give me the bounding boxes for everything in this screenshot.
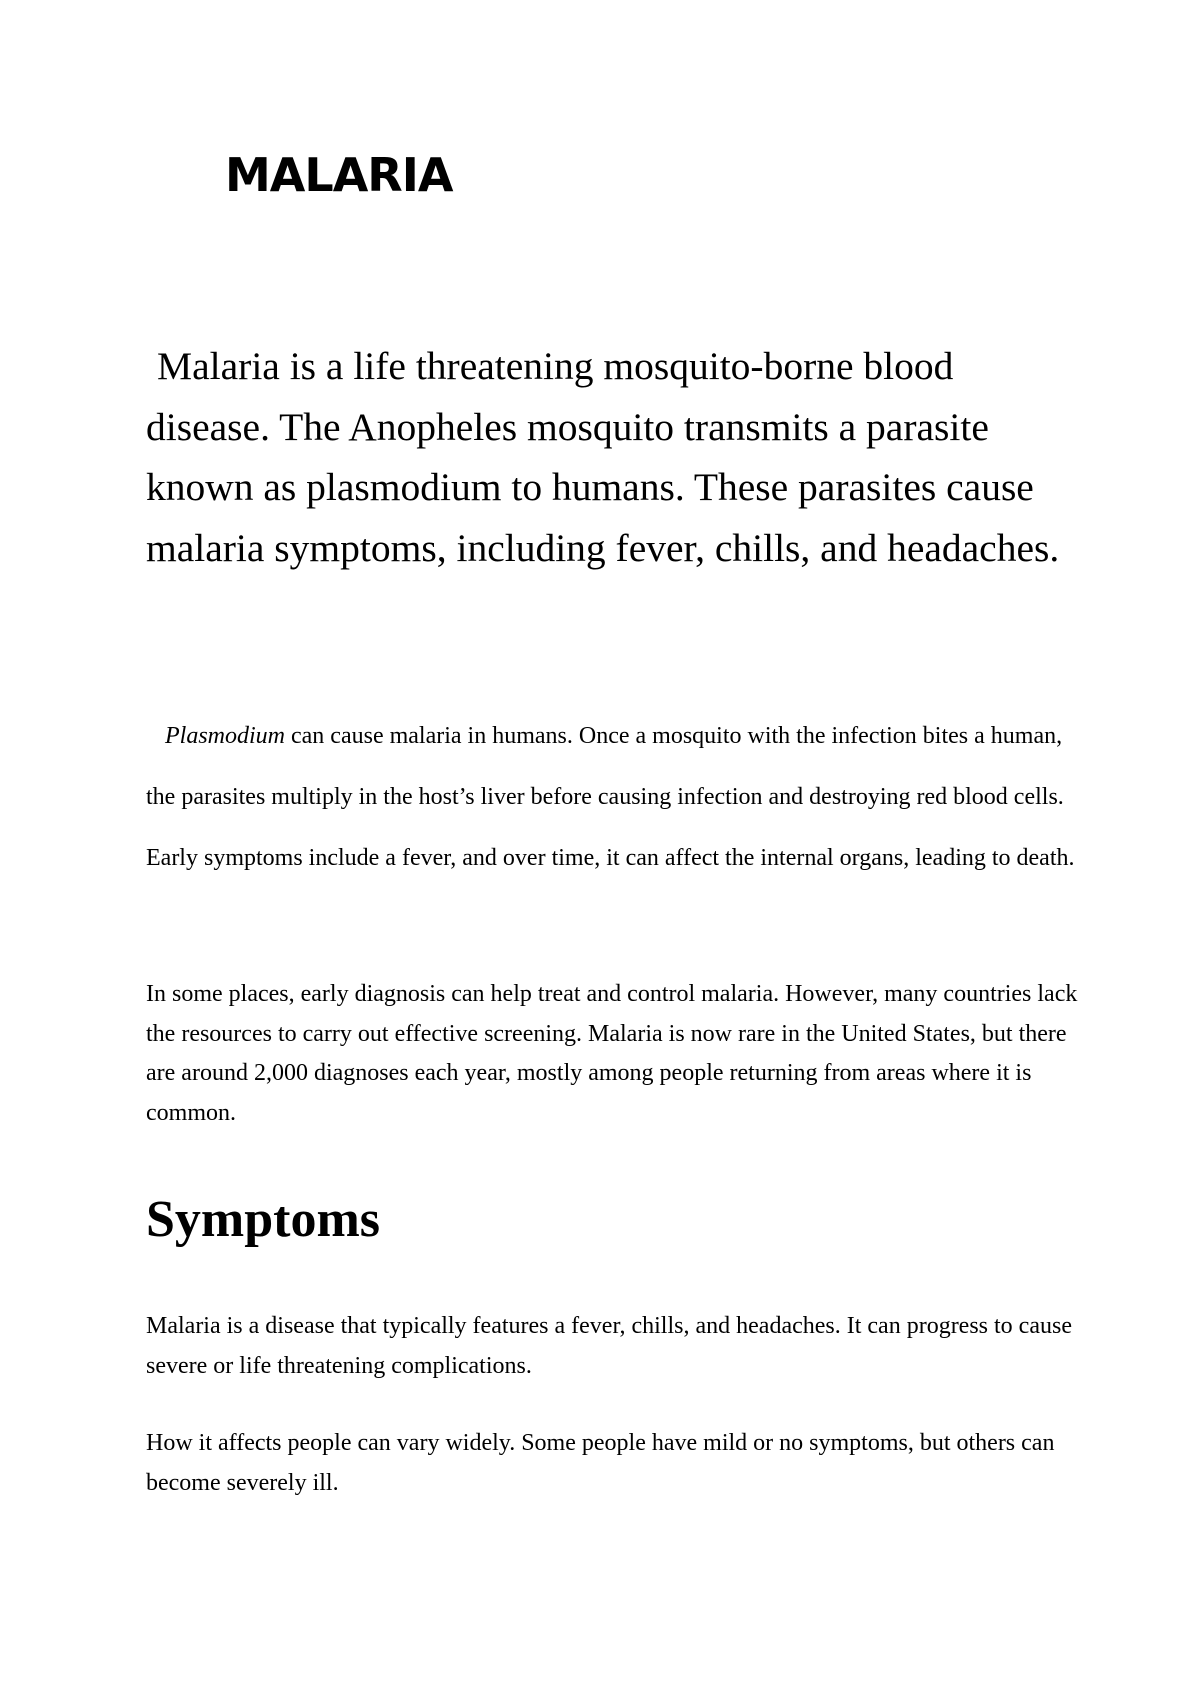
document-title: MALARIA xyxy=(225,148,453,202)
symptoms-paragraph-1: Malaria is a disease that typically features a fever, chills, and headaches. It can progress to cause severe or life threatening complications. xyxy=(146,1313,1072,1379)
intro-paragraph xyxy=(146,336,1086,578)
plasmodium-term: Plasmodium xyxy=(165,723,285,749)
symptoms-paragraph-2: How it affects people can vary widely. Some people have mild or no symptoms, but others can become severely ill. xyxy=(146,1430,1055,1496)
intro-text: Malaria is a life threatening mosquito-borne blood disease. The Anopheles mosquito transmits a parasite known as plasmodium to humans. These parasites cause malaria symptoms, including fever, chills, and headaches. xyxy=(146,344,1060,570)
plasmodium-text: can cause malaria in humans. Once a mosquito with the infection bites a human, the parasites multiply in the host’s liver before causing infection and destroying red blood cells. Early symptoms include a fever, and over time, it can affect the internal organs, leading to death. xyxy=(146,723,1075,871)
symptoms-heading: Symptoms xyxy=(146,1191,381,1248)
plasmodium-paragraph xyxy=(146,706,1086,889)
diagnosis-paragraph: In some places, early diagnosis can help treat and control malaria. However, many countries lack the resources to carry out effective screening. Malaria is now rare in the United States, but there are around 2,000 diagnoses each year, mostly among people returning from areas where it is common. xyxy=(146,981,1078,1126)
